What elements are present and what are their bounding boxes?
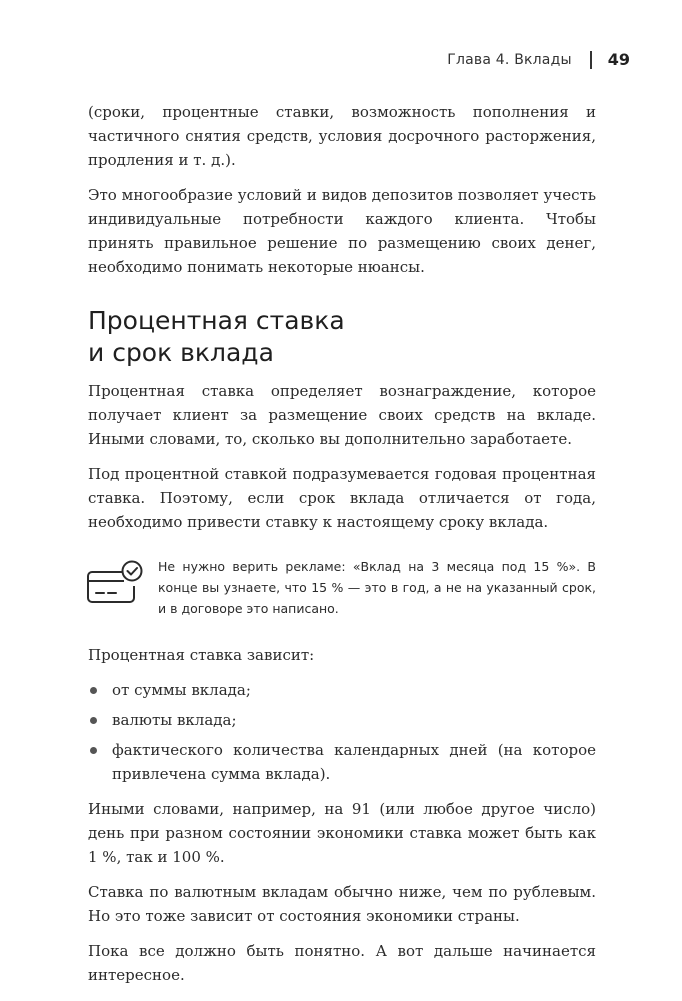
note-callout <box>84 556 596 619</box>
paragraph: Ставка по валютным вкладам обычно ниже, чем по рублевым. Но это тоже зависит от состояния экономики страны. <box>88 883 596 925</box>
paragraph: Под процентной ставкой подразумевается годовая процентная ставка. Поэтому, если срок вклада отличается от года, необходимо привести ставку к настоящему сроку вклада. <box>88 465 596 531</box>
paragraph: Иными словами, например, на 91 (или любое другое число) день при разном состоянии экономики ставка может быть как 1 %, так и 100 %. <box>88 800 596 866</box>
list-item-text: валюты вклада; <box>112 711 237 729</box>
list-item <box>88 678 596 702</box>
running-header <box>447 50 630 69</box>
list-item <box>88 708 596 732</box>
bullet-icon <box>90 687 97 694</box>
list-item <box>88 738 596 786</box>
bullet-icon <box>90 717 97 724</box>
paragraph: Пока все должно быть понятно. А вот дальше начинается интересное. <box>88 942 596 984</box>
paragraph: (сроки, процентные ставки, возможность пополнения и частичного снятия средств, условия досрочного расторжения, продления и т. д.). <box>88 103 596 169</box>
section-heading-line-2: и срок вклада <box>88 338 274 367</box>
list-item-text: фактического количества календарных дней (на которое привлечена сумма вклада). <box>112 741 596 783</box>
chapter-title: Глава 4. Вклады <box>447 51 572 68</box>
section-heading <box>88 305 596 369</box>
card-check-icon <box>84 558 146 613</box>
header-separator <box>590 51 592 69</box>
section-heading-line-1: Процентная ставка <box>88 306 345 335</box>
note-text: Не нужно верить рекламе: «Вклад на 3 месяца под 15 %». В конце вы узнаете, что 15 % — это в год, а не на указанный срок, и в договоре это написано. <box>158 559 596 616</box>
bullet-list <box>88 678 596 786</box>
paragraph: Процентная ставка определяет вознаграждение, которое получает клиент за размещение своих средств на вкладе. Иными словами, то, сколько вы дополнительно заработаете. <box>88 382 596 448</box>
page-body <box>88 100 596 998</box>
page-number: 49 <box>607 50 630 69</box>
list-item-text: от суммы вклада; <box>112 681 251 699</box>
list-intro: Процентная ставка зависит: <box>88 646 315 664</box>
paragraph: Это многообразие условий и видов депозитов позволяет учесть индивидуальные потребности каждого клиента. Чтобы принять правильное решение по размещению своих денег, необходимо понимать некоторые нюансы. <box>88 186 596 276</box>
bullet-icon <box>90 747 97 754</box>
